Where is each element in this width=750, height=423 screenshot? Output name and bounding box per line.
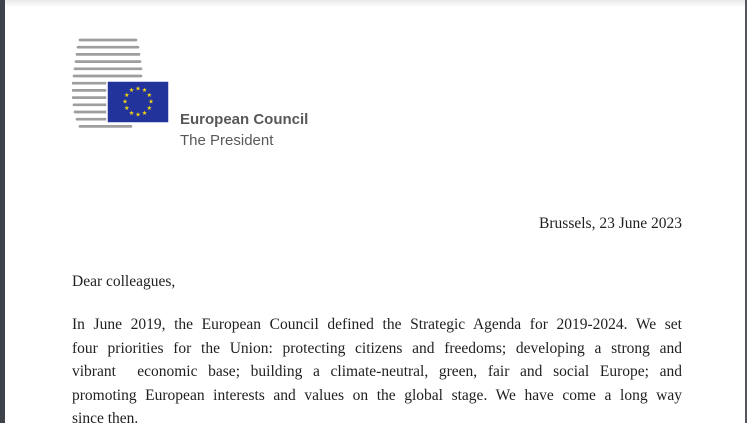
svg-text:★: ★ [123, 92, 130, 99]
svg-text:★: ★ [135, 111, 141, 119]
body-line: vibrant economic base; building a climate-neutral, green, fair and social Europe; and [72, 363, 682, 380]
body-line: four priorities for the Union: protecting citizens and freedoms; developing a strong and [72, 339, 682, 357]
svg-text:★: ★ [148, 98, 154, 106]
window-left-edge [0, 0, 5, 423]
european-council-logo [72, 37, 172, 131]
body-line: promoting European interests and values on the global stage. We have come a long way [72, 386, 682, 404]
org-title: The President [180, 132, 274, 149]
svg-text:★: ★ [128, 87, 135, 95]
svg-text:★: ★ [141, 87, 148, 95]
eu-flag [107, 81, 169, 123]
letter-date: Brussels, 23 June 2023 [539, 215, 682, 232]
top-shadow-band [5, 0, 745, 7]
svg-text:★: ★ [135, 85, 141, 93]
svg-text:★: ★ [128, 109, 135, 117]
svg-text:★: ★ [146, 105, 153, 112]
page-right-border [745, 0, 747, 423]
svg-text:★: ★ [141, 109, 148, 117]
letter-salutation: Dear colleagues, [72, 273, 176, 290]
svg-text:★: ★ [146, 92, 153, 99]
svg-text:★: ★ [122, 98, 128, 106]
letter-body-paragraph [72, 313, 682, 423]
body-line: In June 2019, the European Council defined the Strategic Agenda for 2019-2024. We set [72, 316, 682, 333]
org-name: European Council [180, 111, 309, 128]
body-line: since then. [72, 410, 139, 423]
svg-text:★: ★ [123, 105, 130, 112]
